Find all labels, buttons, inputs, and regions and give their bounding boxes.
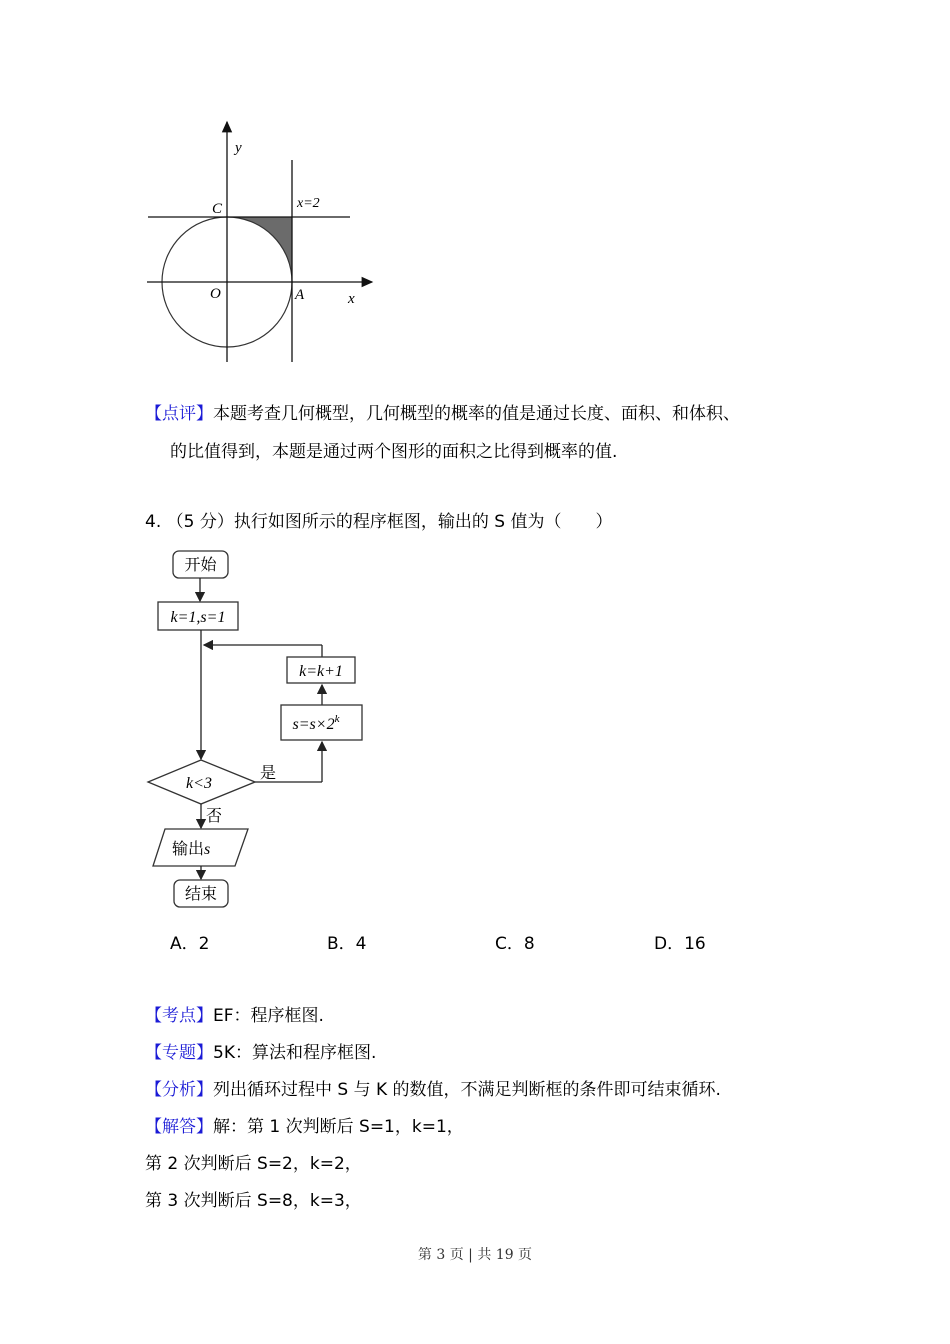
- comment-line-1: [145, 402, 740, 426]
- kaodian-tag: 【考点】: [145, 1006, 213, 1026]
- flowchart: [140, 545, 380, 915]
- condition-label: k<3: [186, 775, 212, 792]
- question-4: [145, 510, 612, 534]
- start-label: 开始: [184, 555, 217, 574]
- init-label: k=1,s=1: [170, 609, 226, 626]
- update-label: $s=s\times 2^k$: [292, 713, 340, 733]
- question-score: （5 分）: [166, 512, 234, 532]
- yes-label: 是: [260, 763, 277, 782]
- option-b[interactable]: B．4: [327, 934, 367, 954]
- geometry-figure: [140, 110, 390, 370]
- output-label: 输出s: [172, 839, 211, 858]
- end-label: 结束: [184, 884, 218, 903]
- comment-line-2: 的比值得到，本题是通过两个图形的面积之比得到概率的值.: [170, 442, 618, 462]
- comment-tag: 【点评】: [145, 404, 213, 424]
- option-a[interactable]: A．2: [170, 934, 210, 954]
- question-text: 执行如图所示的程序框图，输出的 S 值为（ ）: [233, 512, 613, 532]
- jieda-line-2: 第 2 次判断后 S=2，k=2，: [145, 1154, 362, 1174]
- no-label: 否: [206, 806, 223, 825]
- y-axis-label: y: [235, 140, 242, 156]
- option-c[interactable]: C．8: [495, 934, 535, 954]
- point-c-label: C: [212, 201, 223, 217]
- line-x2-label: x=2: [297, 196, 320, 211]
- jieda-line-1: [145, 1115, 464, 1139]
- jieda-line-3: 第 3 次判断后 S=8，k=3，: [145, 1191, 362, 1211]
- option-d[interactable]: D．16: [654, 934, 706, 954]
- zhuanti-text: 5K：算法和程序框图.: [213, 1043, 377, 1063]
- fenxi-line: [145, 1078, 721, 1102]
- page-footer: 第 3 页 | 共 19 页: [417, 1247, 533, 1263]
- x-axis-label: x: [348, 291, 355, 307]
- fenxi-tag: 【分析】: [145, 1080, 213, 1100]
- fenxi-text: 列出循环过程中 S 与 K 的数值，不满足判断框的条件即可结束循环.: [213, 1080, 721, 1100]
- comment-text-1: 本题考查几何概型，几何概型的概率的值是通过长度、面积、和体积、: [213, 404, 740, 424]
- circle-diagram: [140, 110, 390, 370]
- zhuanti-line: [145, 1041, 376, 1065]
- jieda-text-1: 解：第 1 次判断后 S=1，k=1，: [213, 1117, 464, 1137]
- zhuanti-tag: 【专题】: [145, 1043, 213, 1063]
- question-number: 4.: [145, 512, 162, 532]
- kaodian-line: [145, 1004, 324, 1028]
- program-flowchart: [140, 545, 380, 915]
- origin-label: O: [210, 286, 221, 302]
- jieda-tag: 【解答】: [145, 1117, 213, 1137]
- increment-label: k=k+1: [299, 663, 343, 680]
- kaodian-text: EF：程序框图.: [213, 1006, 324, 1026]
- point-a-label: A: [295, 287, 305, 303]
- shaded-region: [227, 217, 292, 282]
